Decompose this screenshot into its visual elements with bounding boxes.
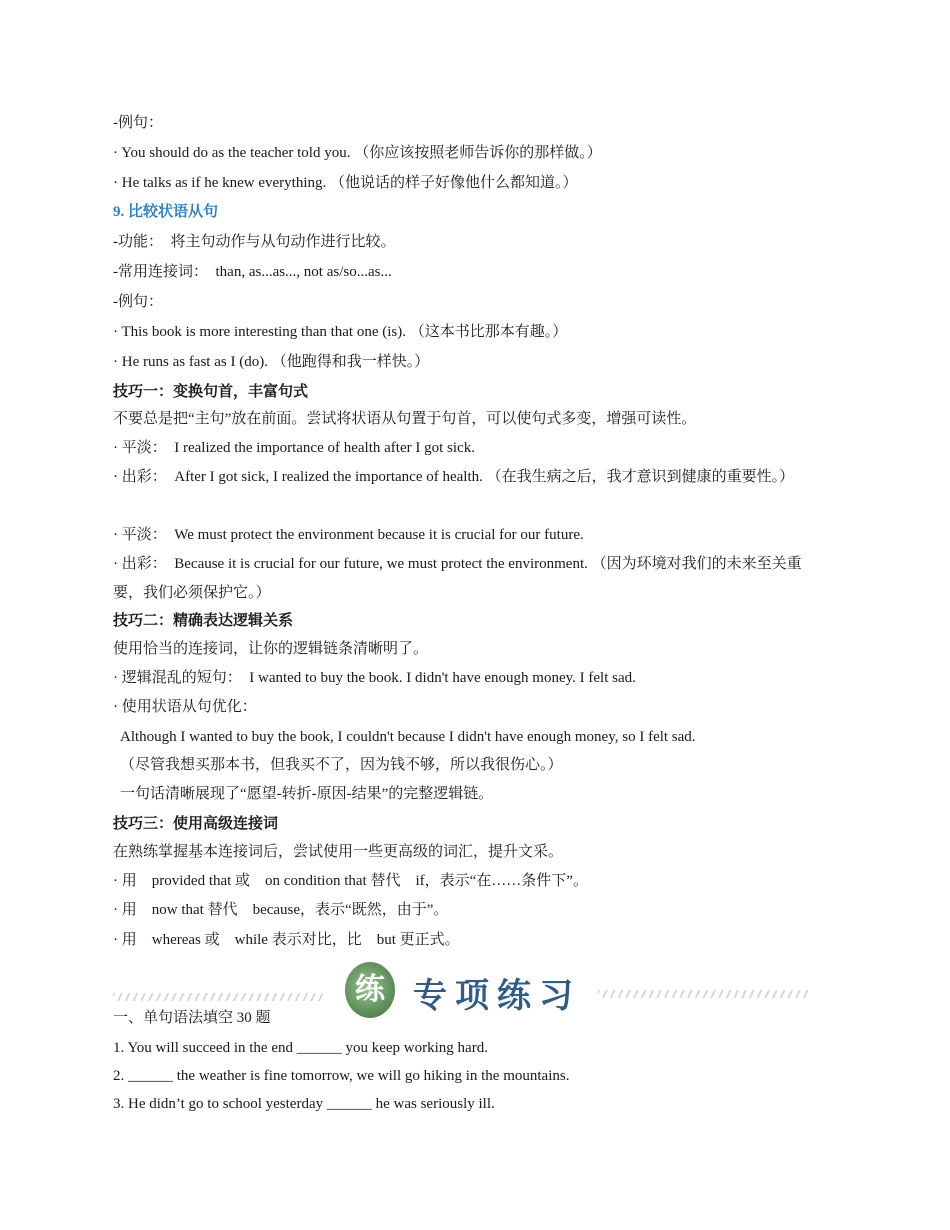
exercise-heading: 一、单句语法填空 30 题 xyxy=(113,1010,271,1026)
tip-two-desc: 使用恰当的连接词，让你的逻辑链条清晰明了。 xyxy=(113,641,429,657)
optimized-sentence: Although I wanted to buy the book, I couldn't because I didn't have enough money, so I felt sad. xyxy=(120,729,696,745)
advanced-conjunction-item: · 用 whereas 或 while 表示对比，比 but 更正式。 xyxy=(113,932,460,948)
example-sentence: · This book is more interesting than that one (is). （这本书比那本有趣。） xyxy=(113,324,568,340)
plain-example: · 平淡： We must protect the environment because it is crucial for our future. xyxy=(113,527,584,543)
advanced-conjunction-item: · 用 provided that 或 on condition that 替代 if，表示“在……条件下”。 xyxy=(113,873,588,889)
plain-example: · 平淡： I realized the importance of health after I got sick. xyxy=(113,440,475,456)
decorative-dashes-left xyxy=(113,993,323,1001)
function-line: -功能： 将主句动作与从句动作进行比较。 xyxy=(113,234,396,250)
example-sentence: · He runs as fast as I (do). （他跑得和我一样快。） xyxy=(113,354,430,370)
tip-three-heading: 技巧三：使用高级连接词 xyxy=(113,816,279,832)
section-heading-comparison: 9. 比较状语从句 xyxy=(113,204,219,220)
tip-two-heading: 技巧二：精确表达逻辑关系 xyxy=(113,613,294,629)
example-label: -例句： xyxy=(113,294,163,310)
improved-example: · 出彩： Because it is crucial for our future, we must protect the environment. （因为环境对我们的未来至关重要，我们必须保护它。） xyxy=(113,556,802,601)
improved-example: · 出彩： After I got sick, I realized the importance of health. （在我生病之后，我才意识到健康的重要性。） xyxy=(113,469,795,485)
exercise-question: 3. He didn’t go to school yesterday ______ he was seriously ill. xyxy=(113,1096,495,1112)
exercise-question: 2. ______ the weather is fine tomorrow, we will go hiking in the mountains. xyxy=(113,1068,570,1084)
logic-chain-note: 一句话清晰展现了“愿望-转折-原因-结果”的完整逻辑链。 xyxy=(120,786,494,802)
tip-one-heading: 技巧一：变换句首，丰富句式 xyxy=(113,384,309,400)
optimized-translation: （尽管我想买那本书，但我买不了，因为钱不够，所以我很伤心。） xyxy=(120,757,563,773)
optimized-label: · 使用状语从句优化： xyxy=(113,699,257,715)
decorative-dashes-right xyxy=(598,990,808,998)
example-label: -例句： xyxy=(113,115,163,131)
conjunctions-line: -常用连接词： than, as...as..., not as/so...as... xyxy=(113,264,392,280)
advanced-conjunction-item: · 用 now that 替代 because，表示“既然，由于”。 xyxy=(113,902,449,918)
example-sentence: · He talks as if he knew everything. （他说话的样子好像他什么都知道。） xyxy=(113,175,578,191)
exercise-question: 1. You will succeed in the end ______ you keep working hard. xyxy=(113,1040,488,1056)
example-sentence: · You should do as the teacher told you. （你应该按照老师告诉你的那样做。） xyxy=(113,145,602,161)
short-sentences-example: · 逻辑混乱的短句： I wanted to buy the book. I didn't have enough money. I felt sad. xyxy=(113,670,636,686)
tip-one-desc: 不要总是把“主句”放在前面。尝试将状语从句置于句首，可以使句式多变，增强可读性。 xyxy=(113,411,697,427)
banner-title: 专项练习 xyxy=(413,976,581,1016)
tip-three-desc: 在熟练掌握基本连接词后，尝试使用一些更高级的词汇，提升文采。 xyxy=(113,844,564,860)
practice-seal-icon: 练 xyxy=(345,962,395,1018)
